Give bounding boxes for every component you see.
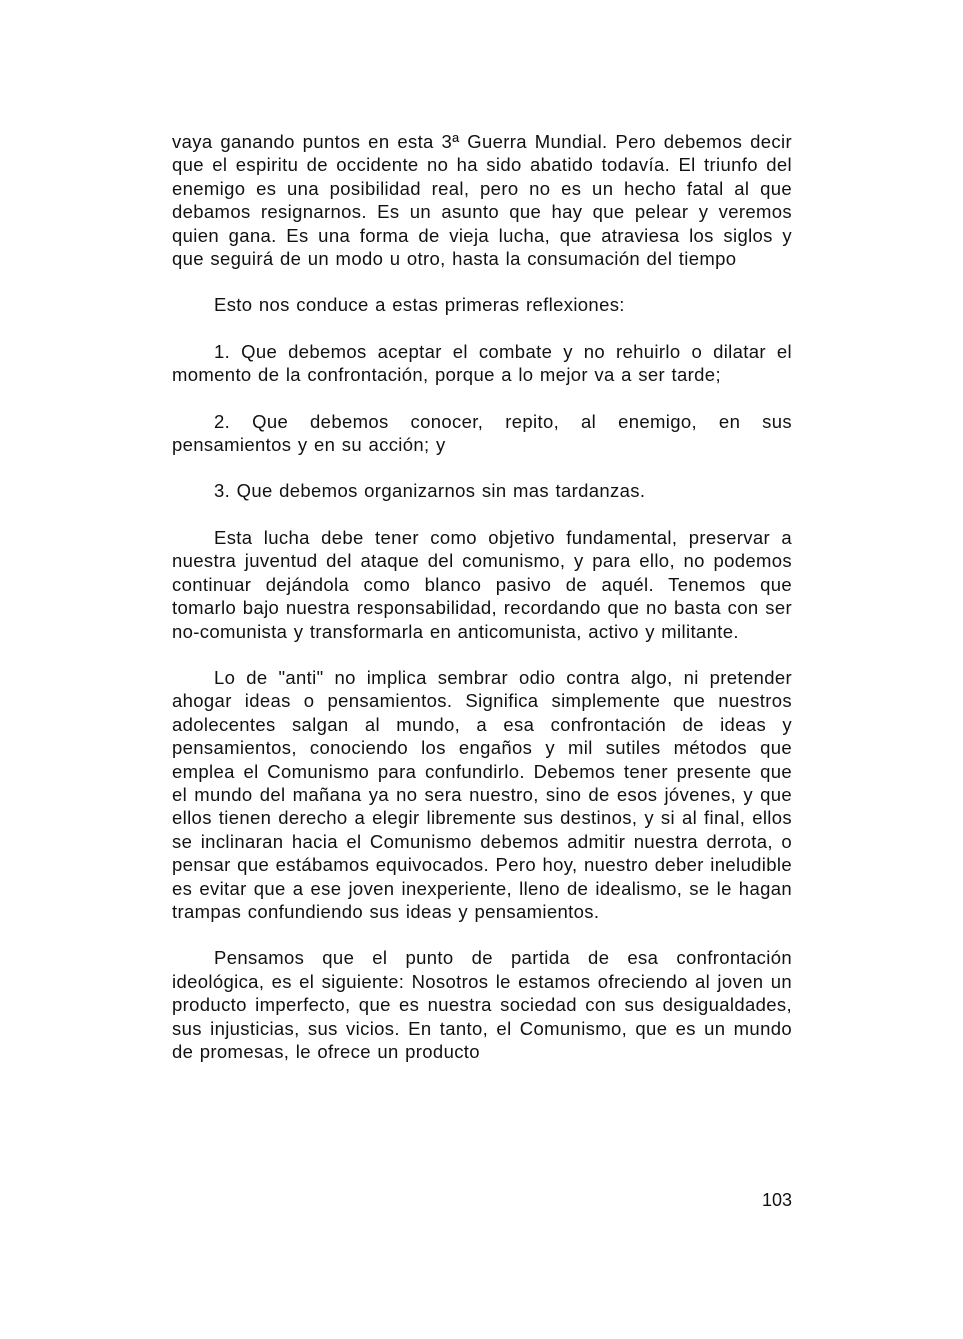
paragraph-1: vaya ganando puntos en esta 3ª Guerra Mundial. Pero debemos decir que el espiritu de occidente no ha sido abatido todavía. El triunfo del enemigo es una posibilidad real, pero no es un hecho fatal al que debamos resignarnos. Es un asunto que hay que pelear y veremos quien gana. Es una forma de vieja lucha, que atraviesa los siglos y que seguirá de un modo u otro, hasta la consumación del tiempo: [172, 131, 792, 270]
paragraph-2: Esto nos conduce a estas primeras reflexiones:: [214, 294, 625, 316]
list-item-2: 2. Que debemos conocer, repito, al enemigo, en sus pensamientos y en su acción; y: [172, 410, 792, 456]
body-text: [172, 130, 792, 1063]
paragraph-4: Lo de "anti" no implica sembrar odio contra algo, ni pretender ahogar ideas o pensamientos. Significa simplemente que nuestros adolecentes salgan al mundo, a esa confrontación de ideas y pensamientos, conociendo los engaños y mil sutiles métodos que emplea el Comunismo para confundirlo. Debemos tener presente que el mundo del mañana ya no sera nuestro, sino de esos jóvenes, y que ellos tienen derecho a elegir libremente sus destinos, y si al final, ellos se inclinaran hacia el Comunismo debemos admitir nuestra derrota, o pensar que estábamos equivocados. Pero hoy, nuestro deber ineludible es evitar que a ese joven inexperiente, lleno de idealismo, se le hagan trampas confundiendo sus ideas y pensamientos.: [172, 666, 792, 922]
list-item-3: 3. Que debemos organizarnos sin mas tardanzas.: [214, 480, 646, 502]
paragraph-3: Esta lucha debe tener como objetivo fundamental, preservar a nuestra juventud del ataque del comunismo, y para ello, no podemos continuar dejándola como blanco pasivo de aquél. Tenemos que tomarlo bajo nuestra responsabilidad, recordando que no basta con ser no-comunista y transformarla en anticomunista, activo y militante.: [172, 526, 792, 642]
page-number: 103: [761, 1190, 792, 1210]
list-item-1: 1. Que debemos aceptar el combate y no rehuirlo o dilatar el momento de la confrontación, porque a lo mejor va a ser tarde;: [172, 340, 792, 386]
paragraph-5: Pensamos que el punto de partida de esa confrontación ideológica, es el siguiente: Nosotros le estamos ofreciendo al joven un producto imperfecto, que es nuestra sociedad con sus desigualdades, sus injusticias, sus vicios. En tanto, el Comunismo, que es un mundo de promesas, le ofrece un producto: [172, 947, 792, 1062]
